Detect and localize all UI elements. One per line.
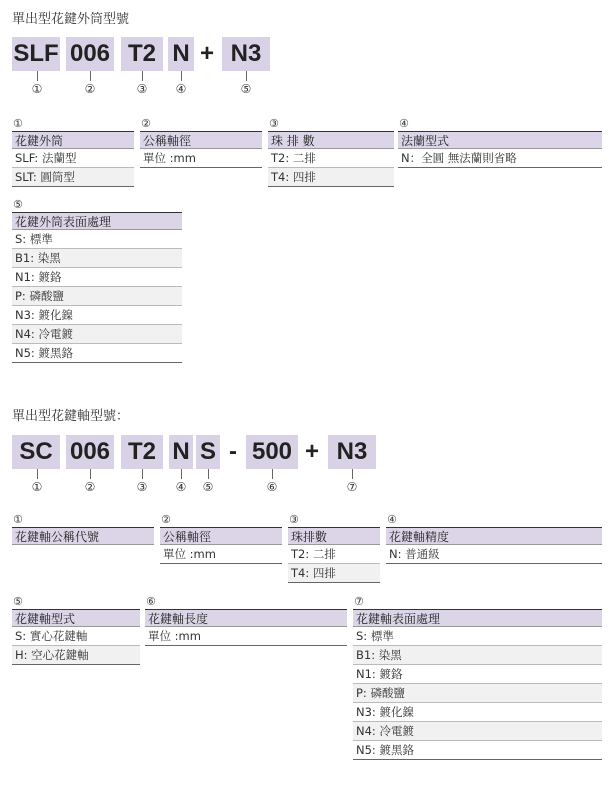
table-row: N5: 鍍黑鉻 [12, 344, 182, 363]
marker-1: ① [31, 480, 43, 494]
section1-model-code [0, 37, 613, 96]
table-row: 單位 :mm [160, 545, 282, 564]
tick [181, 71, 182, 81]
marker-4: ④ [175, 480, 187, 494]
table-header: 花鍵外筒 [12, 131, 134, 149]
code-segment-flange: N [168, 37, 194, 71]
table-row: P: 磷酸鹽 [12, 287, 182, 306]
section2-model-code [0, 435, 613, 494]
table-number: ⑤ [13, 595, 23, 608]
table-row: S: 標準 [12, 230, 182, 249]
table-sleeve-surface [12, 198, 182, 363]
marker-1: ① [31, 82, 43, 96]
table-header: 珠排數 [288, 527, 380, 545]
table-number: ① [13, 513, 23, 526]
table-number: ⑤ [13, 198, 23, 211]
table-header: 花鍵軸型式 [12, 609, 140, 627]
code-segment-diameter: 006 [66, 435, 114, 469]
marker-5: ⑤ [240, 82, 252, 96]
code-segment-series: SLF [12, 37, 60, 71]
code-dash: - [229, 438, 237, 465]
table-number: ② [141, 117, 151, 130]
table-shaft-code [12, 513, 154, 545]
marker-4: ④ [175, 82, 187, 96]
code-segment-precision: N [169, 435, 193, 469]
table-row: T4: 四排 [268, 168, 394, 187]
table-shaft-surface [353, 595, 602, 760]
table-header: 花鍵軸公稱代號 [12, 527, 154, 545]
code-segment-length: 500 [246, 435, 298, 469]
table-header: 公稱軸徑 [160, 527, 282, 545]
table-number: ⑦ [354, 595, 364, 608]
tick [90, 71, 91, 81]
table-number: ② [161, 513, 171, 526]
tick [181, 469, 182, 479]
table-row: T2: 二排 [268, 149, 394, 168]
table-row: N4: 冷電鍍 [353, 722, 602, 741]
table-nominal-diameter [160, 513, 282, 564]
table-shaft-precision [386, 513, 602, 564]
table-row: SLF: 法蘭型 [12, 149, 134, 168]
table-row: S: 標準 [353, 627, 602, 646]
table-header: 花鍵軸長度 [145, 609, 347, 627]
tick [352, 469, 353, 479]
table-row: N1: 鍍鉻 [353, 665, 602, 684]
table-row: SLT: 圓筒型 [12, 168, 134, 187]
table-row: B1: 染黑 [12, 249, 182, 268]
table-row: N：全圓 無法蘭則省略 [398, 149, 602, 168]
code-segment-shaft-type: S [196, 435, 220, 469]
table-number: ④ [399, 117, 409, 130]
marker-2: ② [84, 480, 96, 494]
table-row: H: 空心花鍵軸 [12, 646, 140, 665]
table-row: T2: 二排 [288, 545, 380, 564]
marker-6: ⑥ [266, 480, 278, 494]
code-segment-rows: T2 [121, 37, 163, 71]
code-segment-surface: N3 [222, 37, 270, 71]
table-shaft-length [145, 595, 347, 646]
table-row: N5: 鍍黑鉻 [353, 741, 602, 760]
code-segment-surface: N3 [328, 435, 376, 469]
marker-3: ③ [136, 82, 148, 96]
table-row: B1: 染黑 [353, 646, 602, 665]
table-header: 花鍵軸精度 [386, 527, 602, 545]
table-row: N4: 冷電鍍 [12, 325, 182, 344]
table-row: S: 實心花鍵軸 [12, 627, 140, 646]
table-row: 單位 :mm [145, 627, 347, 646]
table-header: 花鍵外筒表面處理 [12, 212, 182, 230]
table-number: ④ [387, 513, 397, 526]
table-header: 公稱軸徑 [140, 131, 262, 149]
code-plus: + [304, 438, 319, 465]
table-row: T4: 四排 [288, 564, 380, 583]
table-row: N3: 鍍化鎳 [12, 306, 182, 325]
table-shaft-type [12, 595, 140, 665]
marker-7: ⑦ [346, 480, 358, 494]
code-segment-rows: T2 [121, 435, 163, 469]
table-nominal-diameter [140, 117, 262, 168]
table-number: ⑥ [146, 595, 156, 608]
tick [142, 71, 143, 81]
table-header: 法蘭型式 [398, 131, 602, 149]
marker-5: ⑤ [202, 480, 214, 494]
table-number: ③ [269, 117, 279, 130]
code-segment-diameter: 006 [66, 37, 114, 71]
tick [246, 71, 247, 81]
table-header: 花鍵軸表面處理 [353, 609, 602, 627]
table-header: 珠 排 數 [268, 131, 394, 149]
marker-2: ② [84, 82, 96, 96]
tick [272, 469, 273, 479]
table-outer-sleeve [12, 117, 134, 187]
table-row: N1: 鍍鉻 [12, 268, 182, 287]
table-ball-rows [288, 513, 380, 583]
table-ball-rows [268, 117, 394, 187]
tick [90, 469, 91, 479]
marker-3: ③ [136, 480, 148, 494]
table-number: ③ [289, 513, 299, 526]
section2-title: 單出型花鍵軸型號： [12, 409, 130, 424]
tick [37, 469, 38, 479]
table-row: N: 普通級 [386, 545, 602, 564]
tick [208, 469, 209, 479]
table-row: P: 磷酸鹽 [353, 684, 602, 703]
code-plus: + [199, 40, 214, 67]
section1-title: 單出型花鍵外筒型號 [12, 12, 130, 27]
tick [142, 469, 143, 479]
tick [37, 71, 38, 81]
table-row: 單位 :mm [140, 149, 262, 168]
table-flange-type [398, 117, 602, 168]
table-row: N3: 鍍化鎳 [353, 703, 602, 722]
code-segment-series: SC [12, 435, 60, 469]
table-number: ① [13, 117, 23, 130]
